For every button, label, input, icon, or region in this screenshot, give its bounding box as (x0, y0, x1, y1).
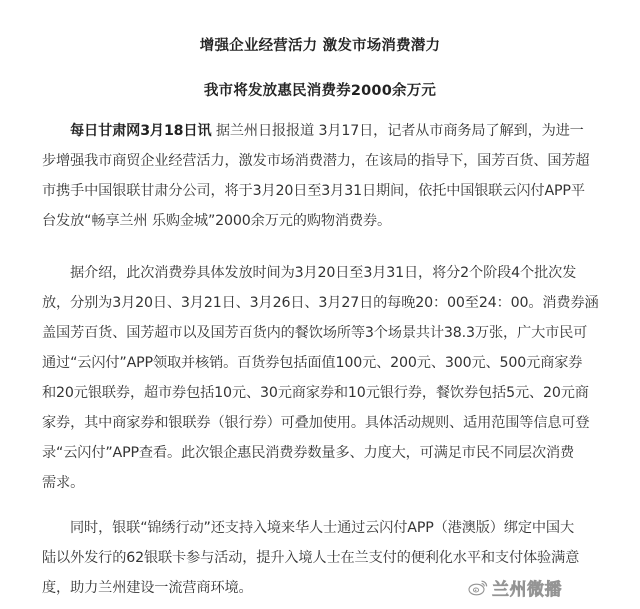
paragraph-text: 据兰州日报报道 3月17日，记者从市商务局了解到，为进一 (211, 123, 584, 139)
paragraph-line: 录“云闪付”APP查看。此次银企惠民消费券数量多、力度大，可满足市民不同层次消费 (42, 445, 575, 461)
paragraph-line: 和20元银联券，超市券包括10元、30元商家券和10元银行券，餐饮券包括5元、20元商 (42, 385, 589, 401)
paragraph-2 (42, 258, 604, 498)
paragraph-line: 盖国芳百货、国芳超市以及国芳百货内的餐饮场所等3个场景共计38.3万张，广大市民可 (42, 325, 588, 341)
watermark-text: 兰州微播 (492, 580, 562, 600)
paragraph-line: 通过“云闪付”APP领取并核销。百货券包括面值100元、200元、300元、500元商家券 (42, 355, 583, 371)
paragraph-line: 度，助力兰州建设一流营商环境。 (42, 580, 253, 596)
paragraph-line: 台发放“畅享兰州 乐购金城”2000余万元的购物消费券。 (42, 213, 392, 229)
paragraph-line: 步增强我市商贸企业经营活力，激发市场消费潜力，在该局的指导下，国芳百货、国芳超 (42, 153, 590, 169)
dateline: 每日甘肃网3月18日讯 (70, 123, 212, 139)
article-subtitle: 我市将发放惠民消费券2000余万元 (203, 83, 437, 99)
paragraph-1 (42, 116, 604, 236)
weibo-watermark (468, 575, 562, 600)
paragraph-line: 据介绍，此次消费券具体发放时间为3月20日至3月31日，将分2个阶段4个批次发 (70, 265, 577, 281)
paragraph-line: 放，分别为3月20日、3月21日、3月26日、3月27日的每晚20：00至24：00。消费券涵 (42, 295, 599, 311)
article-title: 增强企业经营活力 激发市场消费潜力 (199, 38, 441, 54)
paragraph-line: 同时，银联“锦绣行动”还支持入境来华人士通过云闪付APP（港澳版）绑定中国大 (70, 520, 575, 536)
paragraph-line (42, 116, 604, 146)
paragraph-line: 陆以外发行的62银联卡参与活动，提升入境人士在兰支付的便利化水平和支付体验满意 (42, 550, 580, 566)
paragraph-line: 家券，其中商家券和银联券（银行券）可叠加使用。具体活动规则、适用范围等信息可登 (42, 415, 590, 431)
paragraph-line: 市携手中国银联甘肃分公司，将于3月20日至3月31日期间，依托中国银联云闪付APP平 (42, 183, 585, 199)
weibo-icon (468, 579, 488, 596)
paragraph-line: 需求。 (42, 475, 85, 491)
